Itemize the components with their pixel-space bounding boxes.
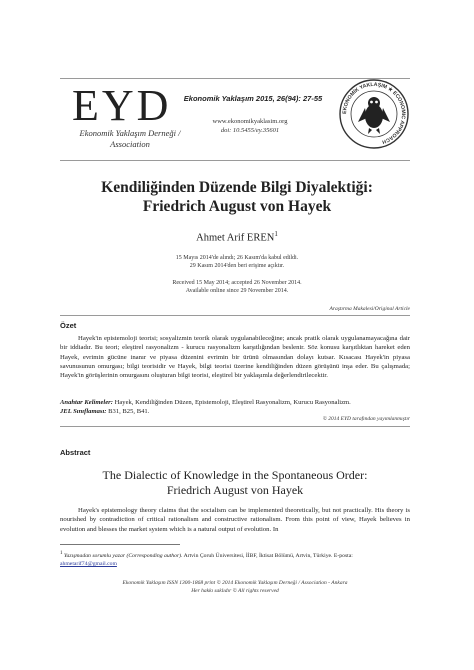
seal-text: EKONOMİK YAKLAŞIM ★ ECONOMIC APPROACH xyxy=(341,81,407,145)
eyd-logo: EYD xyxy=(72,81,172,130)
doi-text[interactable]: doi: 10.5455/ey.35601 xyxy=(220,127,280,134)
abstract-paragraph: Hayek's epistemology theory claims that the socialism can be implemented theoretically, but not practically. His theory is nourished by contradiction of critical rationalism and constructive rationalism. From this point of view, Hayek believes in evolution and blesses the market system which is a natural output of evolution. In xyxy=(60,507,410,533)
jel-label: JEL Sınıflaması: xyxy=(60,408,107,415)
logo-subtitle: Ekonomik Yaklaşım Derneği / Association xyxy=(79,128,181,149)
article-title xyxy=(50,178,424,216)
ozet-paragraph: Hayek'in epistemoloji teorisi; sosyalizmin teorik olarak uygulanabileceğine; ancak pratik olarak uygulanamayacağına dair bir iddiadır. Bu teori; eleştirel rasyonalizm - kurucu rasyonalizm karşıtlığından beslenir. Söz konusu karşıtlıktan hareket eden Hayek, evrimin gücüne inanır ve piyasa düzenini evrimin bir ürünü olmasından dolayı kutsar. Kısacası Hayek'in piyasa savunusunun omurgası; bilgi teorisidir ve Hayek, bilgi teorisi üzerine kendiliğinden düzen görüşünü inşa eder. Bu çalışmada; Hayek'in görüşlerinin omurgasını oluşturan bilgi teorisi, eleştirel bir yaklaşımla değerlendirilecektir. xyxy=(60,335,410,380)
author-line xyxy=(100,230,374,244)
footnote-label: Yazışmadan sorumlu yazar (Corresponding author). xyxy=(63,552,183,559)
article-type: Araştırma Makalesi/Original Article xyxy=(329,306,410,312)
footer-line-2: Her hakkı saklıdır © All rights reserved xyxy=(191,587,279,594)
ozet-rule xyxy=(60,315,410,316)
english-title-line-1: The Dialectic of Knowledge in the Spontaneous Order: xyxy=(102,468,368,482)
header-rule xyxy=(60,160,410,161)
page-footer xyxy=(60,580,410,595)
abstract-heading: Abstract xyxy=(60,448,91,457)
copyright-note: © 2014 EYD tarafından yayımlanmıştır xyxy=(322,416,410,422)
title-line-2: Friedrich August von Hayek xyxy=(142,198,332,215)
ozet-bottom-rule xyxy=(60,426,410,427)
date-line: Available online since 29 November 2014. xyxy=(185,288,289,294)
keywords-label: Anahtar Kelimeler: xyxy=(60,399,113,406)
keywords-text: Hayek, Kendiliğinden Düzen, Epistemoloji, Eleştirel Rasyonalizm, Kurucu Rasyonalizm. xyxy=(114,399,351,406)
author-name: Ahmet Arif EREN xyxy=(196,232,275,244)
date-line: 15 Mayıs 2014'de alındı; 26 Kasım'da kabul edildi. xyxy=(175,255,299,261)
date-line: Received 15 May 2014; accepted 26 November 2014. xyxy=(172,280,302,286)
footer-line-1: Ekonomik Yaklaşım ISSN 1300-1868 print © 2014 Ekonomik Yaklaşım Derneği / Association - Ankara xyxy=(122,580,348,586)
dates-english xyxy=(100,279,374,295)
website-link[interactable]: www.ekonomikyaklasim.org xyxy=(212,118,288,125)
author-footnote-mark[interactable]: 1 xyxy=(274,230,278,238)
journal-seal-icon xyxy=(338,78,410,150)
dates-turkish xyxy=(100,254,374,270)
english-title-line-2: Friedrich August von Hayek xyxy=(166,483,304,497)
ozet-heading: Özet xyxy=(60,321,77,330)
jel-codes: B31, B25, B41. xyxy=(108,408,150,415)
author-email-link[interactable]: ahmetarif74@gmail.com xyxy=(60,560,117,567)
english-title xyxy=(60,468,410,498)
journal-web-info xyxy=(170,117,330,135)
date-line: 29 Kasım 2014'den beri erişime açıktır. xyxy=(189,263,285,269)
title-line-1: Kendiliğinden Düzende Bilgi Diyalektiği: xyxy=(101,179,373,196)
keywords-block xyxy=(60,398,410,416)
journal-reference: Ekonomik Yaklaşım 2015, 26(94): 27-55 xyxy=(183,94,323,103)
footnote-number: 1 xyxy=(60,551,63,556)
footnote xyxy=(60,550,410,568)
footnote-rule xyxy=(60,544,180,545)
footnote-text: Artvin Çoruh Üniversitesi, İİBF, İktisat Bölümü, Artvin, Türkiye. E-posta: xyxy=(183,552,353,559)
